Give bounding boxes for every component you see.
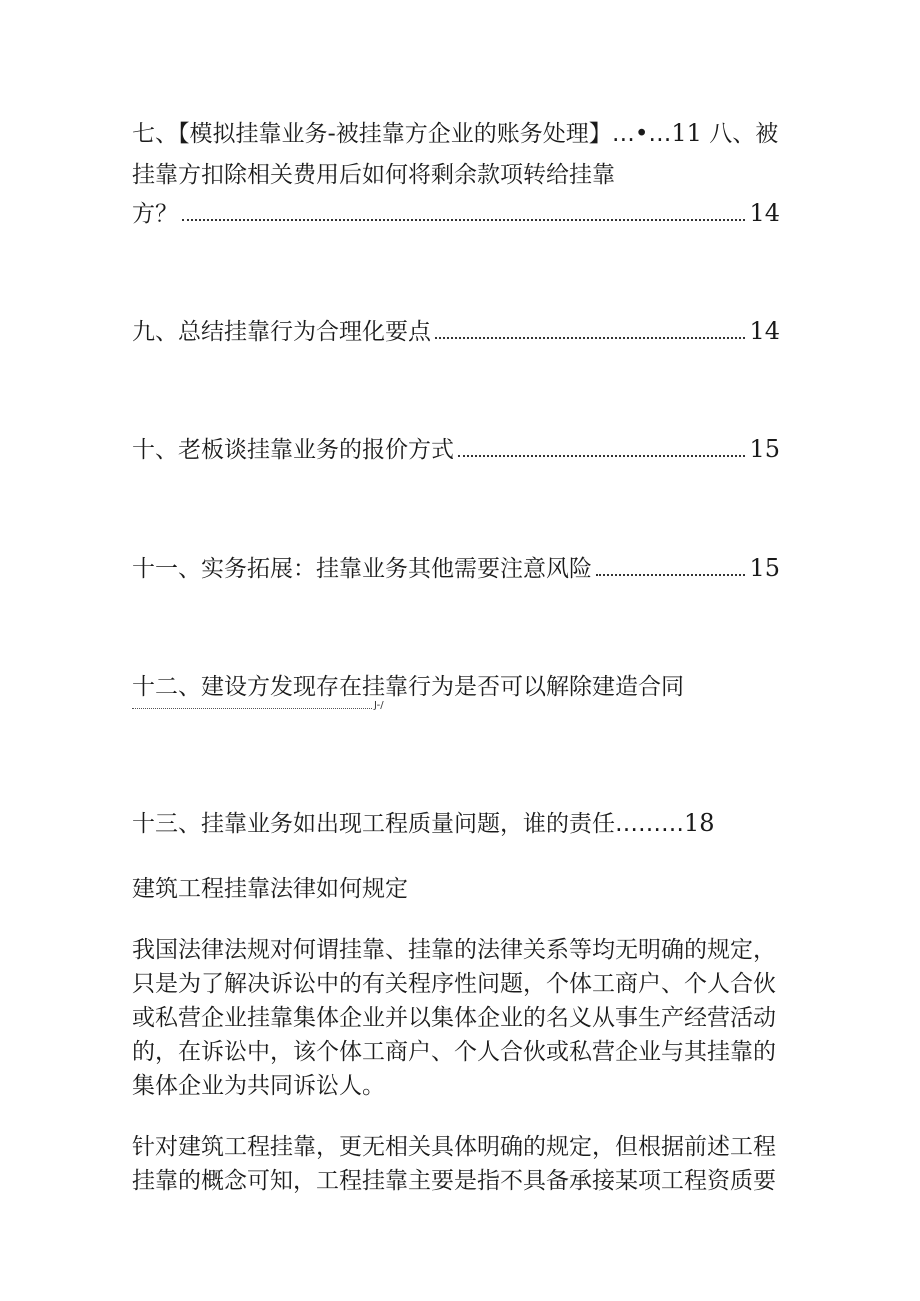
toc-item-9[interactable] <box>132 316 780 347</box>
section-heading: 建筑工程挂靠法律如何规定 <box>132 876 408 902</box>
paragraph-line: 或私营企业挂靠集体企业并以集体企业的名义从事生产经营活动 <box>132 1005 776 1031</box>
paragraph-line: 挂靠的概念可知，工程挂靠主要是指不具备承接某项工程资质要 <box>132 1168 776 1194</box>
toc-item-13-dots: ……… <box>615 811 684 837</box>
toc-item-8-title-start: 八、被 <box>709 121 779 147</box>
toc-leader <box>458 455 745 457</box>
toc-item-11-page: 15 <box>749 554 780 582</box>
toc-item-11-title: 十一、实务拓展：挂靠业务其他需要注意风险 <box>132 556 592 582</box>
toc-leader <box>182 219 745 221</box>
toc-item-13-page: 18 <box>684 809 715 837</box>
toc-item-8[interactable] <box>132 198 780 229</box>
paragraph-2 <box>132 1130 792 1198</box>
toc-item-8-title-cont: 挂靠方扣除相关费用后如何将剩余款项转给挂靠 <box>132 162 615 188</box>
toc-item-7-dots: …•… <box>611 121 672 147</box>
toc-item-13[interactable] <box>132 808 715 839</box>
toc-leader <box>596 574 745 576</box>
toc-item-9-page: 14 <box>749 317 780 345</box>
toc-item-8-page: 14 <box>749 199 780 227</box>
toc-item-10[interactable] <box>132 434 780 465</box>
toc-item-7-page: 11 <box>671 119 702 147</box>
toc-item-10-title: 十、老板谈挂靠业务的报价方式 <box>132 437 454 463</box>
toc-item-13-title: 十三、挂靠业务如出现工程质量问题，谁的责任 <box>132 811 615 837</box>
toc-item-12-title[interactable]: 十二、建设方发现存在挂靠行为是否可以解除建造合同 <box>132 674 684 700</box>
paragraph-line: 集体企业为共同诉讼人。 <box>132 1073 385 1099</box>
toc-item-9-title: 九、总结挂靠行为合理化要点 <box>132 319 431 345</box>
toc-leader <box>435 337 745 339</box>
paragraph-line: 针对建筑工程挂靠，更无相关具体明确的规定，但根据前述工程 <box>132 1134 776 1160</box>
toc-item-10-page: 15 <box>749 435 780 463</box>
toc-leader <box>132 708 372 709</box>
toc-item-12-page: J-/ <box>374 700 384 711</box>
paragraph-line: 的，在诉讼中，该个体工商户、个人合伙或私营企业与其挂靠的 <box>132 1039 776 1065</box>
toc-item-7-title: 七、【模拟挂靠业务-被挂靠方企业的账务处理】 <box>132 121 612 147</box>
toc-item-7[interactable] <box>132 118 778 149</box>
paragraph-line: 只是为了解决诉讼中的有关程序性问题，个体工商户、个人合伙 <box>132 971 776 997</box>
paragraph-1 <box>132 933 792 1103</box>
toc-item-8-title-end: 方？ <box>132 201 178 227</box>
toc-item-11[interactable] <box>132 553 780 584</box>
paragraph-line: 我国法律法规对何谓挂靠、挂靠的法律关系等均无明确的规定， <box>132 937 776 963</box>
